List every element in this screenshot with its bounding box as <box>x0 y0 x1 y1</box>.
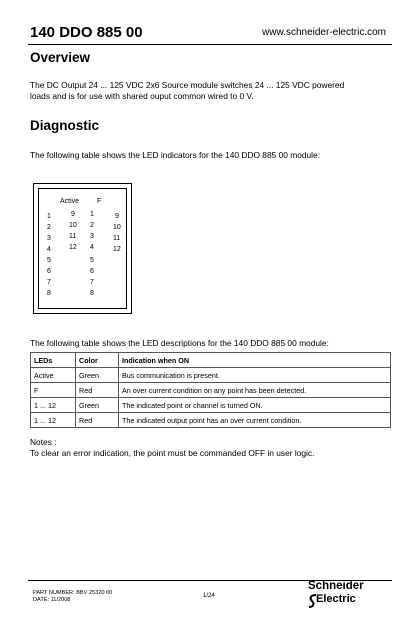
table-row <box>31 398 391 413</box>
led-label: 9 <box>71 211 75 218</box>
led-indicators-intro: The following table shows the LED indicators for the 140 DDO 885 00 module: <box>30 150 321 160</box>
table-header-row <box>31 353 391 368</box>
led-label: 4 <box>90 244 94 251</box>
notes-text: To clear an error indication, the point must be commanded OFF in user logic. <box>30 448 315 458</box>
table-cell: Green <box>76 398 119 413</box>
table-cell: Green <box>76 368 119 383</box>
led-label: 1 <box>47 213 51 220</box>
led-label: 2 <box>90 222 94 229</box>
column-header: Indication when ON <box>119 353 391 368</box>
table-cell: Red <box>76 413 119 428</box>
table-cell: Red <box>76 383 119 398</box>
column-header: Color <box>76 353 119 368</box>
logo-text-top: Schneider <box>308 580 364 592</box>
table-cell: 1 ... 12 <box>31 413 76 428</box>
table-cell: F <box>31 383 76 398</box>
website-url[interactable]: www.schneider-electric.com <box>262 27 386 38</box>
column-header: LEDs <box>31 353 76 368</box>
table-row <box>31 413 391 428</box>
overview-text-line2: loads and is for use with shared ouput common wired to 0 V. <box>30 91 254 101</box>
document-title: 140 DDO 885 00 <box>30 24 143 41</box>
led-label: 7 <box>47 279 51 286</box>
table-row <box>31 368 391 383</box>
diagnostic-heading: Diagnostic <box>30 118 100 133</box>
part-number: PART NUMBER: BBV 25320 00 <box>33 590 113 596</box>
led-label: 8 <box>90 290 94 297</box>
led-label: 5 <box>90 257 94 264</box>
led-header-f: F <box>97 198 102 205</box>
table-cell: Bus communication is present. <box>119 368 391 383</box>
led-label: 6 <box>47 268 51 275</box>
led-label: 1 <box>90 211 94 218</box>
led-label: 12 <box>69 244 77 251</box>
schneider-electric-logo <box>308 580 392 620</box>
led-label: 3 <box>90 233 94 240</box>
table-cell: The indicated point or channel is turned ON. <box>119 398 391 413</box>
header-divider <box>28 44 392 45</box>
document-date: DATE: 11/2008 <box>33 597 71 603</box>
led-label: 3 <box>47 235 51 242</box>
led-label: 9 <box>115 213 119 220</box>
led-label: 8 <box>47 290 51 297</box>
page-number: 1/24 <box>203 593 215 599</box>
overview-text-line1: The DC Output 24 ... 125 VDC 2x6 Source module switches 24 ... 125 VDC powered <box>30 80 345 90</box>
led-label: 10 <box>69 222 77 229</box>
led-descriptions-intro: The following table shows the LED descriptions for the 140 DDO 885 00 module: <box>30 338 329 348</box>
table-cell: The indicated output point has an over current condition. <box>119 413 391 428</box>
notes-label: Notes : <box>30 437 57 447</box>
table-cell: Active <box>31 368 76 383</box>
led-panel <box>33 183 132 314</box>
led-label: 11 <box>69 233 77 240</box>
table-row <box>31 383 391 398</box>
led-label: 12 <box>113 246 121 253</box>
led-label: 10 <box>113 224 121 231</box>
overview-heading: Overview <box>30 50 91 65</box>
led-label: 7 <box>90 279 94 286</box>
led-panel-inner <box>38 188 127 309</box>
table-cell: 1 ... 12 <box>31 398 76 413</box>
led-label: 5 <box>47 257 51 264</box>
led-header-active: Active <box>60 198 80 205</box>
logo-text-bottom: Electric <box>316 593 356 605</box>
led-description-table <box>30 352 391 428</box>
led-label: 4 <box>47 246 51 253</box>
led-label: 11 <box>113 235 121 242</box>
led-label: 6 <box>90 268 94 275</box>
table-cell: An over current condition on any point has been detected. <box>119 383 391 398</box>
led-label: 2 <box>47 224 51 231</box>
